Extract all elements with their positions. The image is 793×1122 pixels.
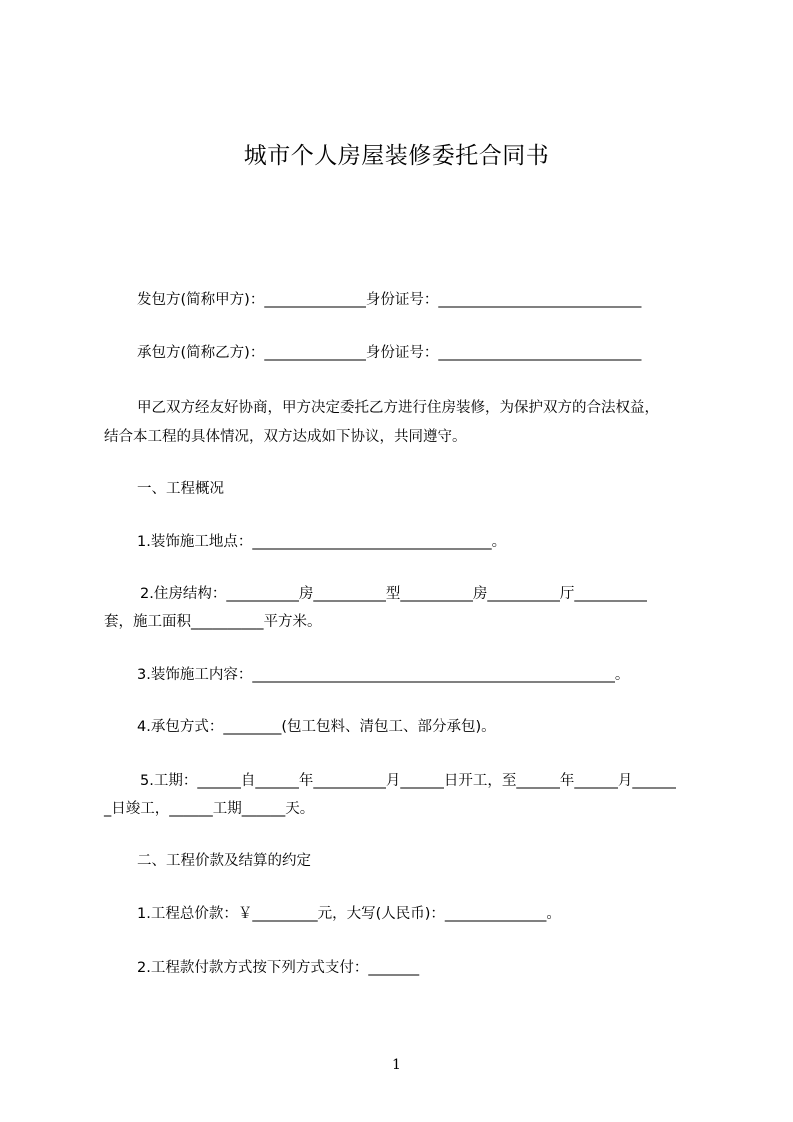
section-2-heading: 二、工程价款及结算的约定 xyxy=(137,853,311,869)
section-1-heading: 一、工程概况 xyxy=(137,481,224,497)
item-5-duration-line-2: _日竣工，______工期______天。 xyxy=(104,801,315,817)
party-b-line: 承包方(简称乙方)：______________身份证号：____________________________ xyxy=(137,345,642,361)
intro-paragraph-line-2: 结合本工程的具体情况，双方达成如下协议，共同遵守。 xyxy=(104,429,467,445)
item-2-housing-structure-line-1: 2.住房结构：__________房__________型__________房__________厅__________ xyxy=(140,586,647,602)
document-title: 城市个人房屋装修委托合同书 xyxy=(243,143,550,169)
item-5-duration-line-1: 5.工期：______自______年__________月______日开工，至______年______月______ xyxy=(140,773,676,789)
party-a-line: 发包方(简称甲方)：______________身份证号：____________________________ xyxy=(137,292,642,308)
item-4-contract-method: 4.承包方式：________(包工包料、清包工、部分承包)。 xyxy=(137,719,496,735)
item-1-construction-site: 1.装饰施工地点：_________________________________。 xyxy=(137,534,507,550)
page-number: 1 xyxy=(392,1057,401,1073)
item-2-housing-structure-line-2: 套，施工面积__________平方米。 xyxy=(104,614,322,630)
price-item-1-total: 1.工程总价款：￥_________元，大写(人民币)：______________。 xyxy=(137,906,561,922)
item-3-construction-content: 3.装饰施工内容：__________________________________________________。 xyxy=(137,667,630,683)
price-item-2-payment-method: 2.工程款付款方式按下列方式支付：_______ xyxy=(137,960,420,976)
intro-paragraph-line-1: 甲乙双方经友好协商，甲方决定委托乙方进行住房装修，为保护双方的合法权益， xyxy=(137,400,659,416)
